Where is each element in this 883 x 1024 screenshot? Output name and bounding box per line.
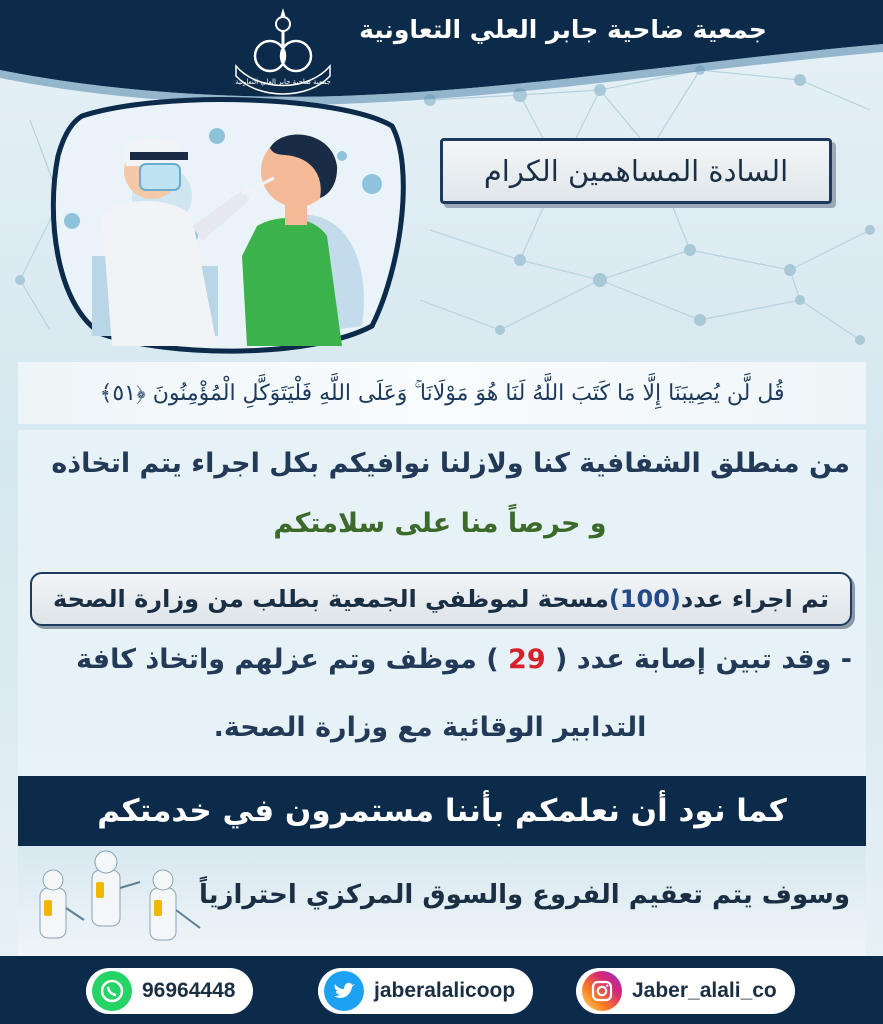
transparency-statement: من منطلق الشفافية كنا ولازلنا نوافيكم بكل اجراء يتم اتخاذه [51, 448, 850, 479]
instagram-contact[interactable] [576, 968, 795, 1014]
whatsapp-icon [92, 971, 132, 1011]
test-count-box [30, 572, 852, 626]
infection-statement [30, 644, 852, 675]
quran-verse: قُل لَّن يُصِيبَنَا إِلَّا مَا كَتَبَ اللَّهُ لَنَا هُوَ مَوْلَانَا ۚ وَعَلَى اللَّهِ فَلْيَتَوَكَّلِ الْمُؤْمِنُونَ ﴿٥١﴾ [99, 380, 785, 406]
verse-strip [18, 362, 866, 424]
service-band [18, 776, 866, 846]
logo-text: جمعية ضاحية جابر العلي التعاونية [235, 78, 331, 86]
test-suffix: مسحة لموظفي الجمعية بطلب من وزارة الصحة [53, 585, 609, 613]
test-count: (100) [608, 585, 681, 613]
service-message: كما نود أن نعلمكم بأننا مستمرون في خدمتكم [97, 793, 787, 829]
twitter-handle: jaberalalicoop [374, 979, 516, 1002]
disinfection-workers-illustration [30, 848, 220, 948]
swab-test-illustration [42, 96, 412, 358]
infected-prefix: - وقد تبين إصابة عدد ( [555, 644, 852, 675]
organization-name: جمعية ضاحية جابر العلي التعاونية [359, 15, 767, 44]
infected-suffix: ) موظف وتم عزلهم واتخاذ كافة [76, 644, 499, 675]
precautions-statement: التدابير الوقائية مع وزارة الصحة. [213, 712, 647, 743]
twitter-contact[interactable] [318, 968, 533, 1014]
infected-count: 29 [508, 644, 546, 675]
disinfection-message: وسوف يتم تعقيم الفروع والسوق المركزي احترازياً [198, 880, 850, 910]
instagram-handle: Jaber_alali_co [632, 979, 777, 1002]
page-title: السادة المساهمين الكرام [483, 154, 789, 188]
whatsapp-number: 96964448 [142, 979, 236, 1002]
instagram-icon [582, 971, 622, 1011]
twitter-icon [324, 971, 364, 1011]
title-card [440, 138, 832, 204]
whatsapp-contact[interactable] [86, 968, 253, 1014]
logo-emblem [228, 4, 338, 100]
test-prefix: تم اجراء عدد [680, 585, 829, 613]
safety-statement: و حرصاً منا على سلامتكم [273, 508, 607, 539]
